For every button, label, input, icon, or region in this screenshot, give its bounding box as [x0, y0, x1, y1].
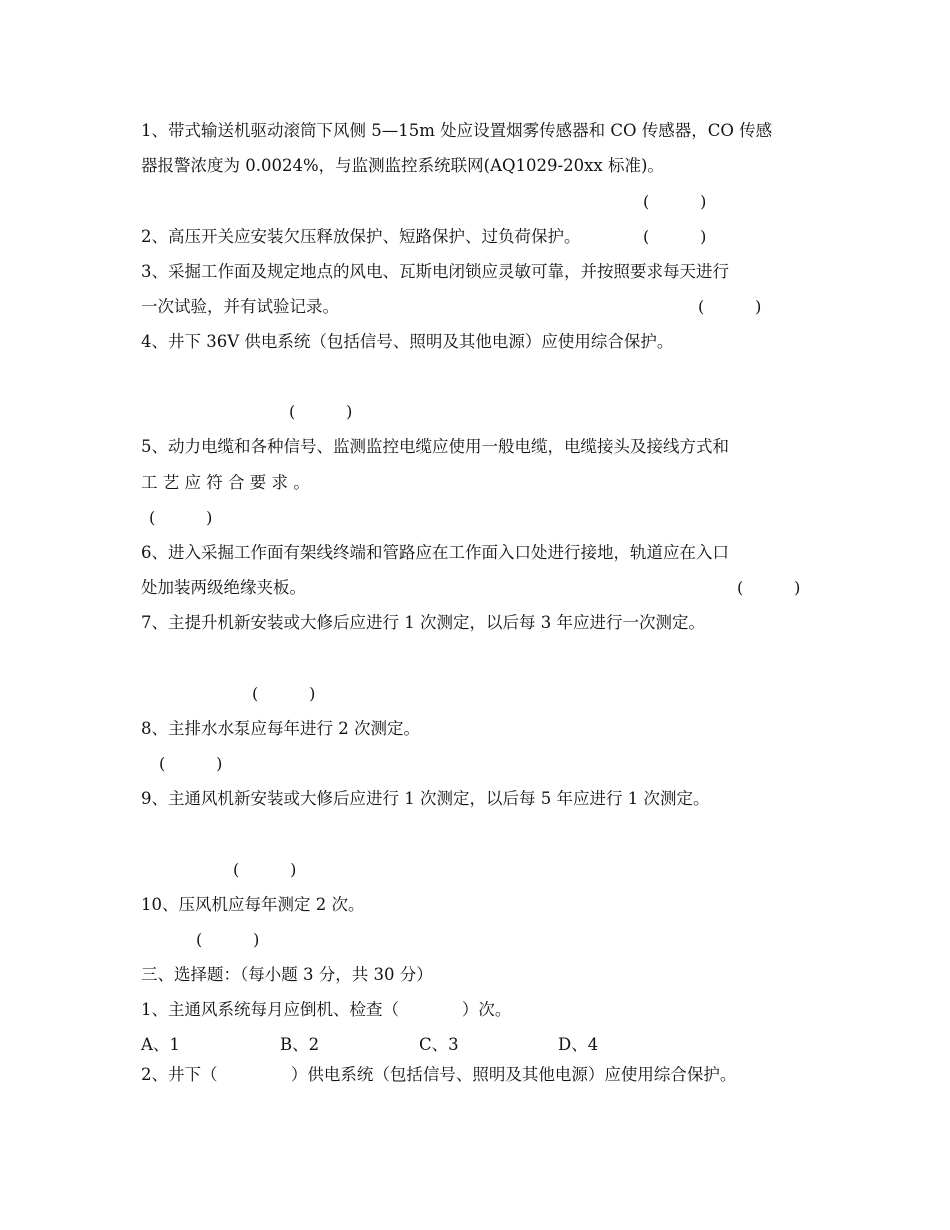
question-4-line-1: 4、井下 36V 供电系统（包括信号、照明及其他电源）应使用综合保护。	[141, 332, 674, 351]
section-title: 三、选择题：（每小题 3 分，共 30 分）	[141, 965, 433, 984]
choice-option-d[interactable]: D、4	[558, 1035, 599, 1054]
question-10-line-1: 10、压风机应每年测定 2 次。	[141, 895, 365, 914]
choice-option-b[interactable]: B、2	[280, 1035, 320, 1054]
answer-blank-7[interactable]: ( )	[252, 684, 316, 703]
question-8-line-1: 8、主排水水泵应每年进行 2 次测定。	[141, 719, 420, 738]
question-3-line-2: 一次试验，并有试验记录。	[141, 297, 339, 316]
answer-blank-4[interactable]: ( )	[289, 402, 353, 421]
answer-blank-6[interactable]: ( )	[737, 578, 801, 597]
answer-blank-10[interactable]: ( )	[196, 930, 260, 949]
question-5-line-1: 5、动力电缆和各种信号、监测监控电缆应使用一般电缆，电缆接头及接线方式和	[141, 437, 729, 456]
choice-question-1: 1、主通风系统每月应倒机、检查（ ）次。	[141, 1000, 512, 1019]
choice-option-a[interactable]: A、1	[141, 1035, 180, 1054]
answer-blank-9[interactable]: ( )	[233, 860, 297, 879]
answer-blank-2[interactable]: ( )	[643, 227, 707, 246]
choice-option-c[interactable]: C、3	[419, 1035, 459, 1054]
question-3-line-1: 3、采掘工作面及规定地点的风电、瓦斯电闭锁应灵敏可靠，并按照要求每天进行	[141, 262, 729, 281]
answer-blank-3[interactable]: ( )	[698, 297, 762, 316]
answer-blank-8[interactable]: ( )	[159, 754, 223, 773]
question-1-line-1: 1、带式输送机驱动滚筒下风侧 5—15m 处应设置烟雾传感器和 CO 传感器，CO 传感	[141, 121, 773, 140]
question-6-line-2: 处加装两级绝缘夹板。	[141, 578, 306, 597]
question-2-line-1: 2、高压开关应安装欠压释放保护、短路保护、过负荷保护。	[141, 227, 581, 246]
question-5-line-2: 工 艺 应 符 合 要 求 。	[141, 473, 310, 492]
question-9-line-1: 9、主通风机新安装或大修后应进行 1 次测定，以后每 5 年应进行 1 次测定。	[141, 789, 710, 808]
question-7-line-1: 7、主提升机新安装或大修后应进行 1 次测定，以后每 3 年应进行一次测定。	[141, 613, 705, 632]
question-6-line-1: 6、进入采掘工作面有架线终端和管路应在工作面入口处进行接地，轨道应在入口	[141, 543, 729, 562]
answer-blank-1[interactable]: ( )	[643, 192, 707, 211]
choice-question-2: 2、井下（ ）供电系统（包括信号、照明及其他电源）应使用综合保护。	[141, 1065, 737, 1084]
answer-blank-5[interactable]: ( )	[149, 508, 213, 527]
question-1-line-2: 器报警浓度为 0.0024%，与监测监控系统联网(AQ1029-20xx 标准)。	[141, 156, 664, 175]
